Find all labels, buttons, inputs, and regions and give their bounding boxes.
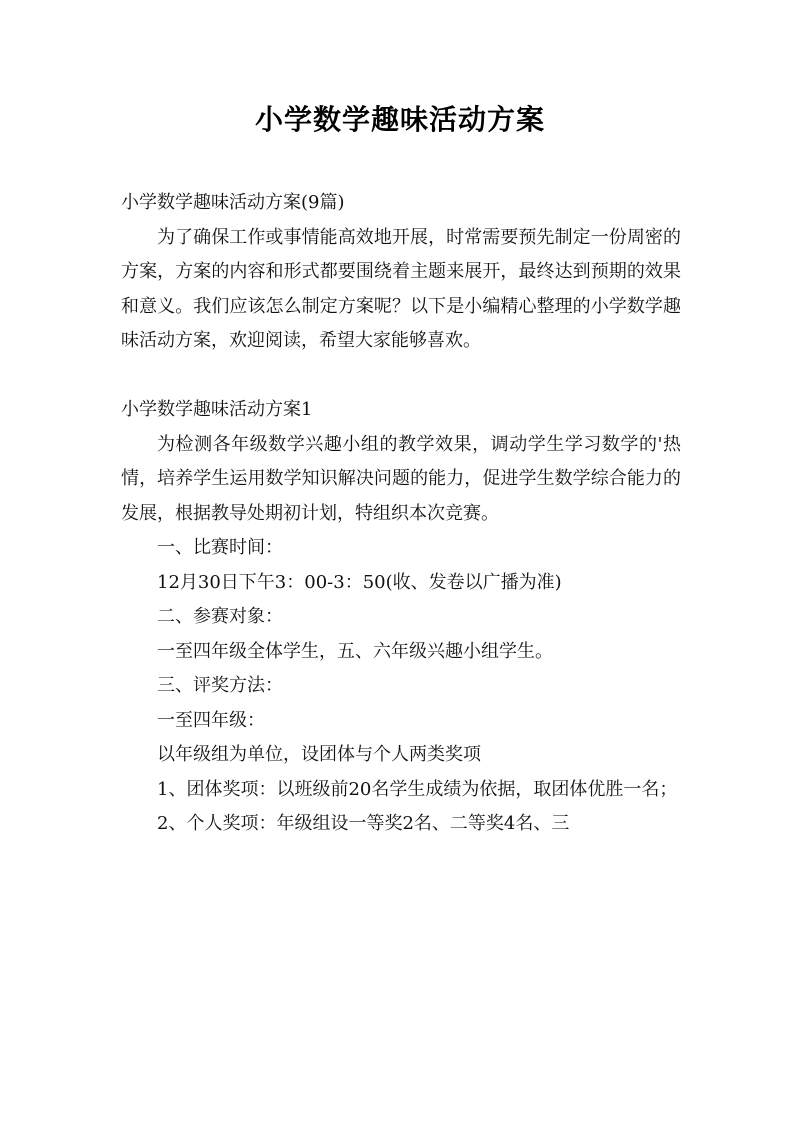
item-text-grades: 一至四年级： xyxy=(157,709,265,731)
document-title: 小学数学趣味活动方案 xyxy=(254,103,545,136)
section-intro-paragraph: 为检测各年级数学兴趣小组的教学效果，调动学生学习数学的'热情，培养学生运用数学知识解决问题的能力，促进学生数学综合能力的发展，根据教导处期初计划，特组织本次竞赛。 xyxy=(121,433,681,524)
intro-heading: 小学数学趣味活动方案(9篇) xyxy=(121,192,345,213)
item-heading-time: 一、比赛时间： xyxy=(157,537,283,558)
document-body xyxy=(121,186,681,842)
item-heading-participants: 二、参赛对象： xyxy=(157,606,283,627)
item-text-time: 12月30日下午3：00-3：50(收、发卷以广播为准) xyxy=(157,571,562,593)
section-heading: 小学数学趣味活动方案1 xyxy=(121,399,313,420)
intro-paragraph: 为了确保工作或事情能高效地开展，时常需要预先制定一份周密的方案，方案的内容和形式都要围绕着主题来展开，最终达到预期的效果和意义。我们应该怎么制定方案呢？以下是小编精心整理的小学数学趣味活动方案，欢迎阅读，希望大家能够喜欢。 xyxy=(121,226,681,351)
item-text-award-types: 以年级组为单位，设团体与个人两类奖项 xyxy=(157,744,481,765)
item-heading-awards: 三、评奖方法： xyxy=(157,675,283,696)
paragraph-spacer xyxy=(121,359,681,394)
item-text-participants: 一至四年级全体学生，五、六年级兴趣小组学生。 xyxy=(157,640,553,662)
item-text-team-award: 1、团体奖项：以班级前20名学生成绩为依据，取团体优胜一名； xyxy=(157,778,678,800)
item-text-individual-award: 2、个人奖项：年级组设一等奖2名、二等奖4名、三 xyxy=(157,813,570,834)
